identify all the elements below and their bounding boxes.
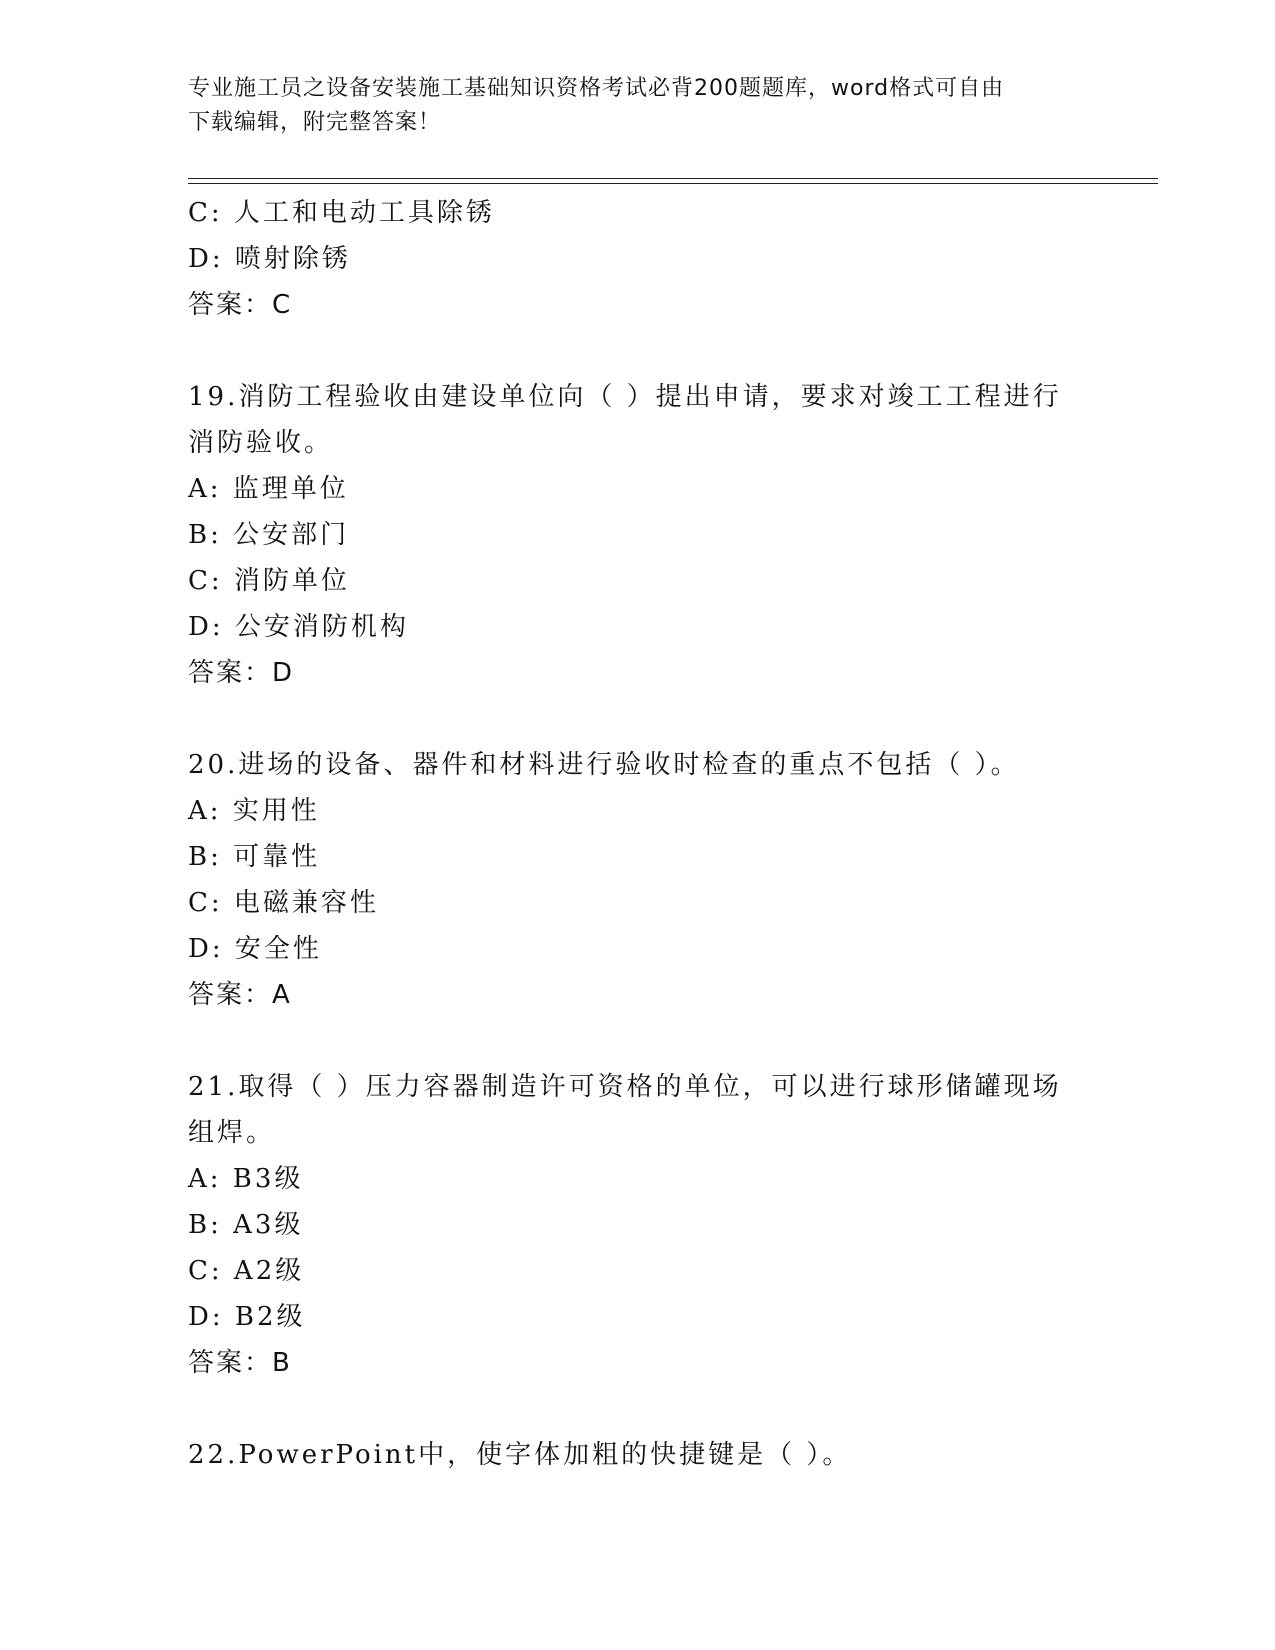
option-d: D: B2级 [188, 1302, 306, 1332]
option-d: D: 公安消防机构 [188, 612, 409, 642]
answer-line: 答案：D [188, 658, 295, 688]
option-c: C: 人工和电动工具除锈 [188, 198, 495, 228]
spacer [188, 696, 1088, 742]
question-21 [188, 1064, 1088, 1386]
header-divider-bottom [188, 183, 1158, 184]
spacer [188, 328, 1088, 374]
header-line-2: 下载编辑，附完整答案！ [188, 110, 442, 135]
spacer [188, 1018, 1088, 1064]
option-a: A: 监理单位 [188, 474, 349, 504]
question-stem: 21.取得（ ）压力容器制造许可资格的单位，可以进行球形储罐现场 [188, 1072, 1062, 1102]
option-b: B: A3级 [188, 1210, 304, 1240]
answer-line: 答案：B [188, 1348, 292, 1378]
header-divider-top [188, 178, 1158, 179]
option-b: B: 公安部门 [188, 520, 350, 550]
question-20 [188, 742, 1088, 1018]
spacer [188, 1386, 1088, 1432]
question-stem: 22.PowerPoint中，使字体加粗的快捷键是（ ）。 [188, 1440, 852, 1470]
question-stem-continued: 消防验收。 [188, 428, 334, 458]
answer-line: 答案：C [188, 290, 293, 320]
option-c: C: 电磁兼容性 [188, 888, 379, 918]
option-a: A: 实用性 [188, 796, 320, 826]
option-b: B: 可靠性 [188, 842, 321, 872]
question-19 [188, 374, 1088, 696]
answer-line: 答案：A [188, 980, 292, 1010]
option-c: C: A2级 [188, 1256, 305, 1286]
question-stem-continued: 组焊。 [188, 1118, 276, 1148]
question-content [188, 190, 1088, 1478]
option-c: C: 消防单位 [188, 566, 350, 596]
option-d: D: 喷射除锈 [188, 244, 351, 274]
question-stem: 20.进场的设备、器件和材料进行验收时检查的重点不包括（ ）。 [188, 750, 1020, 780]
question-stem: 19.消防工程验收由建设单位向（ ）提出申请，要求对竣工工程进行 [188, 382, 1062, 412]
question-18-continuation [188, 190, 1088, 328]
document-header [188, 72, 1088, 140]
header-line-1: 专业施工员之设备安装施工基础知识资格考试必背200题题库，word格式可自由 [188, 76, 1005, 101]
question-22 [188, 1432, 1088, 1478]
option-d: D: 安全性 [188, 934, 322, 964]
option-a: A: B3级 [188, 1164, 304, 1194]
